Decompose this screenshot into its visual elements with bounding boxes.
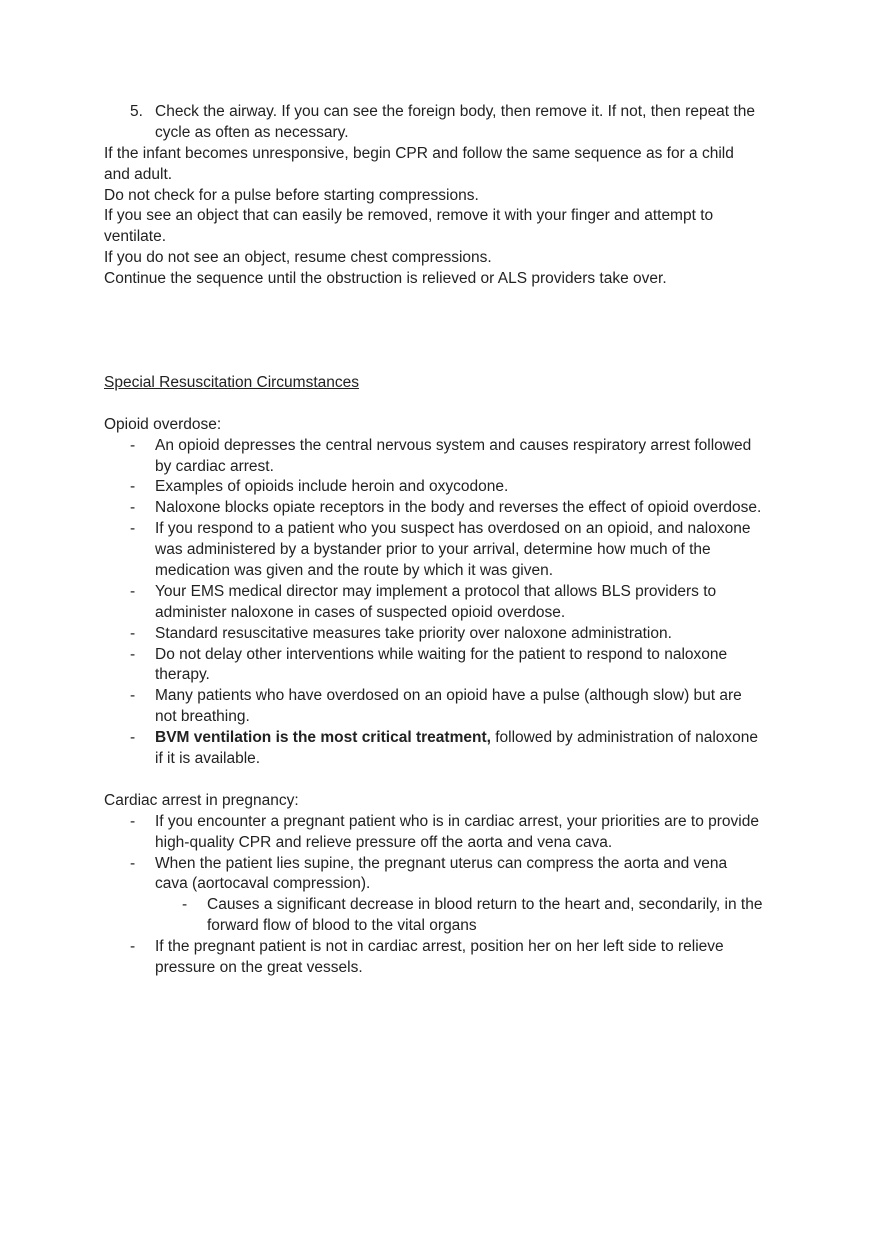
text-line: Examples of opioids include heroin and oxycodone.: [155, 478, 509, 496]
text-line: An opioid depresses the central nervous system and causes respiratory arrest followed: [155, 436, 752, 454]
list-item: [104, 645, 804, 687]
text-line: If the infant becomes unresponsive, begin CPR and follow the same sequence as for a child: [104, 144, 734, 162]
list-item: [104, 812, 804, 854]
choking-paragraph: [104, 144, 804, 290]
text-span: followed by administration of naloxone: [490, 729, 759, 747]
list-item-step-5: [104, 102, 804, 144]
text-line: if it is available.: [155, 750, 261, 768]
text-line: When the patient lies supine, the pregnant uterus can compress the aorta and vena: [155, 854, 728, 872]
text-line: therapy.: [155, 666, 210, 684]
dash-bullet: -: [130, 645, 136, 663]
text-line: Check the airway. If you can see the foreign body, then remove it. If not, then repeat the: [155, 103, 755, 120]
dash-bullet: -: [130, 520, 136, 538]
text-line: Causes a significant decrease in blood return to the heart and, secondarily, in the: [207, 896, 763, 914]
dash-bullet: -: [130, 812, 136, 830]
dash-bullet: -: [130, 938, 136, 956]
text-line: forward flow of blood to the vital organs: [207, 917, 477, 935]
text-line: Naloxone blocks opiate receptors in the body and reverses the effect of opioid overdose.: [155, 499, 762, 517]
text-line: If the pregnant patient is not in cardiac arrest, position her on her left side to relieve: [155, 938, 724, 956]
text-line: If you respond to a patient who you suspect has overdosed on an opioid, and naloxone: [155, 520, 751, 538]
text-line: was administered by a bystander prior to your arrival, determine how much of the: [155, 541, 711, 559]
sub-list-item: [104, 895, 804, 937]
dash-bullet: -: [130, 854, 136, 872]
list-item: [104, 686, 804, 728]
list-item: [104, 582, 804, 624]
text-line: Do not delay other interventions while waiting for the patient to respond to naloxone: [155, 645, 728, 663]
dash-bullet: -: [182, 896, 188, 914]
dash-bullet: -: [130, 729, 136, 747]
list-item: [104, 624, 804, 645]
text-line: and adult.: [104, 165, 173, 183]
text-line: pressure on the great vessels.: [155, 958, 363, 976]
text-line: high-quality CPR and relieve pressure off the aorta and vena cava.: [155, 833, 613, 851]
text-line: If you see an object that can easily be removed, remove it with your finger and attempt to: [104, 207, 714, 225]
text-line: Standard resuscitative measures take priority over naloxone administration.: [155, 624, 672, 642]
text-line: cycle as often as necessary.: [155, 123, 349, 141]
dash-bullet: -: [130, 436, 136, 454]
dash-bullet: -: [130, 687, 136, 705]
pregnancy-heading: Cardiac arrest in pregnancy:: [104, 791, 299, 809]
text-line: medication was given and the route by which it was given.: [155, 562, 554, 580]
list-item: [104, 937, 804, 979]
text-line: ventilate.: [104, 228, 167, 246]
text-line: Your EMS medical director may implement a protocol that allows BLS providers to: [155, 582, 717, 600]
list-item: [104, 436, 804, 478]
dash-bullet: -: [130, 624, 136, 642]
text-line: If you encounter a pregnant patient who is in cardiac arrest, your priorities are to provide: [155, 812, 759, 830]
text-line: Many patients who have overdosed on an opioid have a pulse (although slow) but are: [155, 687, 742, 705]
document-page: [104, 102, 804, 979]
dash-bullet: -: [130, 478, 136, 496]
text-line: not breathing.: [155, 708, 250, 726]
list-item: [104, 477, 804, 498]
bold-text: BVM ventilation is the most critical treatment,: [155, 729, 491, 747]
opioid-heading: Opioid overdose:: [104, 415, 222, 433]
text-line: Continue the sequence until the obstruction is relieved or ALS providers take over.: [104, 270, 667, 288]
text-line: by cardiac arrest.: [155, 457, 274, 475]
text-line: If you do not see an object, resume chest compressions.: [104, 249, 492, 267]
list-item-bvm: [104, 728, 804, 770]
list-item: [104, 519, 804, 582]
text-line: cava (aortocaval compression).: [155, 875, 371, 893]
section-title: Special Resuscitation Circumstances: [104, 374, 359, 392]
text-line: Do not check for a pulse before starting compressions.: [104, 186, 479, 204]
dash-bullet: -: [130, 499, 136, 517]
dash-bullet: -: [130, 582, 136, 600]
text-line: administer naloxone in cases of suspected opioid overdose.: [155, 603, 566, 621]
list-number: 5.: [130, 103, 143, 120]
list-item: [104, 854, 804, 896]
list-item: [104, 498, 804, 519]
